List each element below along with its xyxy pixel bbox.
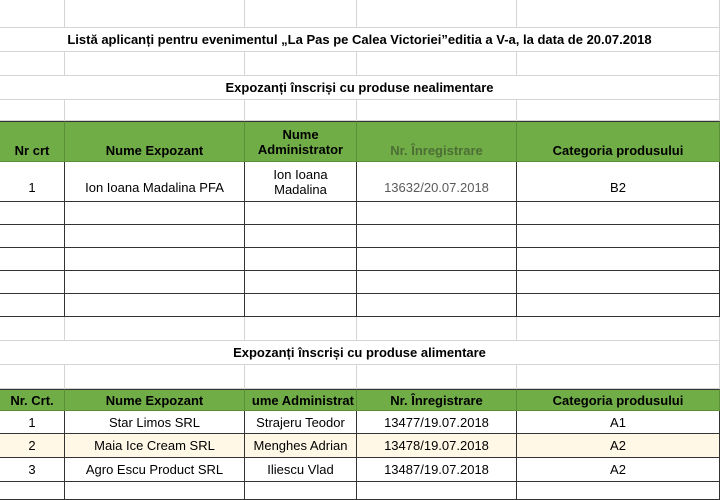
table-row [0,411,725,434]
cell-admin[interactable]: Ion Ioana Madalina [245,162,357,202]
table-row [0,458,725,482]
cell[interactable] [0,202,65,225]
cell[interactable] [357,225,517,248]
cell[interactable] [65,482,245,500]
table-row [0,248,725,271]
cell[interactable] [517,294,720,317]
table-row [0,162,725,202]
section2-header-row [0,389,725,411]
cell[interactable] [0,0,65,28]
section2-heading-cell[interactable] [0,341,720,365]
cell[interactable] [0,365,65,389]
table-row [0,434,725,458]
cell[interactable] [357,202,517,225]
cell-registration[interactable]: 13632/20.07.2018 [357,162,517,202]
document-title: Listă aplicanți pentru evenimentul „La Pas pe Calea Victoriei”editia a V-a, la data de 20.07.2018 [67,32,652,47]
cell-nr[interactable]: 2 [0,434,65,458]
cell[interactable] [65,248,245,271]
section1-heading: Expozanți înscriși cu produse nealimentare [225,80,494,95]
cell[interactable] [245,271,357,294]
cell[interactable] [245,52,357,76]
table-row [0,202,725,225]
cell-category[interactable]: A1 [517,411,720,434]
cell[interactable] [65,294,245,317]
cell[interactable] [517,365,720,389]
cell[interactable] [245,225,357,248]
cell[interactable] [0,317,65,341]
cell-category[interactable]: B2 [517,162,720,202]
cell[interactable] [245,294,357,317]
table-row [0,294,725,317]
cell-admin[interactable]: Iliescu Vlad [245,458,357,482]
cell[interactable] [357,52,517,76]
header-registration[interactable]: Nr. Înregistrare [357,121,517,162]
cell[interactable] [357,294,517,317]
cell[interactable] [357,482,517,500]
cell-name[interactable]: Maia Ice Cream SRL [65,434,245,458]
cell[interactable] [245,365,357,389]
cell[interactable] [245,317,357,341]
cell[interactable] [517,52,720,76]
cell[interactable] [65,52,245,76]
section-heading-row [0,341,725,365]
cell[interactable] [517,271,720,294]
cell[interactable] [65,100,245,121]
cell[interactable] [357,365,517,389]
cell[interactable] [0,52,65,76]
sheet-row [0,52,725,76]
header-category[interactable]: Categoria produsului [517,389,720,411]
section2-heading: Expozanți înscriși cu produse alimentare [233,345,486,360]
header-name[interactable]: Nume Expozant [65,389,245,411]
cell[interactable] [0,225,65,248]
cell[interactable] [517,202,720,225]
cell[interactable] [357,100,517,121]
cell[interactable] [517,100,720,121]
header-nr[interactable]: Nr. Crt. [0,389,65,411]
cell[interactable] [245,202,357,225]
title-row [0,28,725,52]
cell-nr[interactable]: 1 [0,411,65,434]
cell[interactable] [517,317,720,341]
cell[interactable] [0,271,65,294]
cell[interactable] [65,202,245,225]
cell[interactable] [65,317,245,341]
cell[interactable] [245,100,357,121]
cell[interactable] [517,225,720,248]
cell-registration[interactable]: 13477/19.07.2018 [357,411,517,434]
sheet-row [0,317,725,341]
table-row [0,225,725,248]
cell[interactable] [65,365,245,389]
cell[interactable] [65,271,245,294]
cell[interactable] [0,100,65,121]
cell[interactable] [0,248,65,271]
cell[interactable] [357,271,517,294]
table-row [0,482,725,500]
sheet-row [0,0,725,28]
sheet-row [0,365,725,389]
cell[interactable] [245,0,357,28]
cell[interactable] [65,0,245,28]
cell-category[interactable]: A2 [517,434,720,458]
cell[interactable] [0,482,65,500]
cell-name[interactable]: Agro Escu Product SRL [65,458,245,482]
header-name[interactable]: Nume Expozant [65,121,245,162]
cell[interactable] [0,294,65,317]
cell[interactable] [65,225,245,248]
header-registration[interactable]: Nr. Înregistrare [357,389,517,411]
cell[interactable] [357,0,517,28]
cell[interactable] [517,248,720,271]
cell[interactable] [357,317,517,341]
cell-admin[interactable]: Strajeru Teodor [245,411,357,434]
cell[interactable] [517,482,720,500]
sheet-row [0,100,725,121]
cell-nr[interactable]: 3 [0,458,65,482]
cell-registration[interactable]: 13478/19.07.2018 [357,434,517,458]
table-row [0,271,725,294]
header-nr[interactable]: Nr crt [0,121,65,162]
cell-registration[interactable]: 13487/19.07.2018 [357,458,517,482]
cell[interactable] [245,248,357,271]
section1-header-row [0,121,725,162]
cell-name[interactable]: Star Limos SRL [65,411,245,434]
section-heading-row [0,76,725,100]
cell[interactable] [245,482,357,500]
cell[interactable] [357,248,517,271]
cell-name[interactable]: Ion Ioana Madalina PFA [65,162,245,202]
cell-nr[interactable]: 1 [0,162,65,202]
section1-heading-cell[interactable] [0,76,720,100]
header-category[interactable]: Categoria produsului [517,121,720,162]
cell-admin[interactable]: Menghes Adrian [245,434,357,458]
cell-category[interactable]: A2 [517,458,720,482]
title-cell[interactable] [0,28,720,52]
header-admin[interactable]: Nume Administrator [245,121,357,162]
cell[interactable] [517,0,720,28]
header-admin[interactable]: ume Administrat [245,389,357,411]
